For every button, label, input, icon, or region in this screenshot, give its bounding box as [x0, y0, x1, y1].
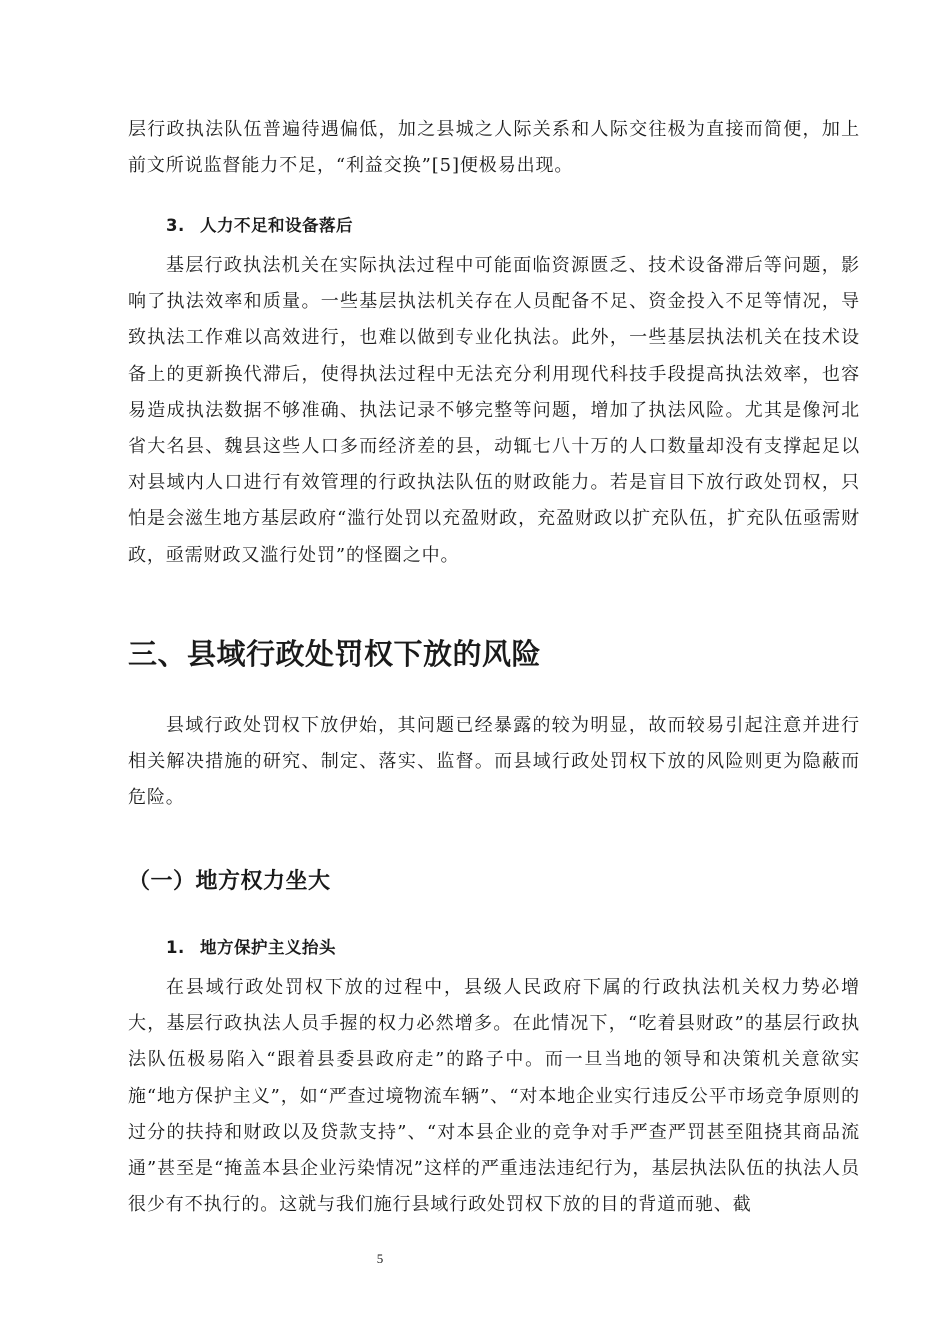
page-number: 5	[376, 1251, 384, 1266]
body-paragraph: 基层行政执法机关在实际执法过程中可能面临资源匮乏、技术设备滞后等问题，影响了执法效率和质量。一些基层执法机关存在人员配备不足、资金投入不足等情况，导致执法工作难以高效进行，也难以做到专业化执法。此外，一些基层执法机关在技术设备上的更新换代滞后，使得执法过程中无法充分利用现代科技手段提高执法效率，也容易造成执法数据不够准确、执法记录不够完整等问题，增加了执法风险。尤其是像河北省大名县、魏县这些人口多而经济差的县，动辄七八十万的人口数量却没有支撑起足以对县域内人口进行有效管理的行政执法队伍的财政能力。若是盲目下放行政处罚权，只怕是会滋生地方基层政府“滥行处罚以充盈财政，充盈财政以扩充队伍，扩充队伍亟需财政，亟需财政又滥行处罚”的怪圈之中。	[128, 255, 860, 566]
body-paragraph: 层行政执法队伍普遍待遇偏低，加之县城之人际关系和人际交往极为直接而简便，加上前文所说监督能力不足，“利益交换”[5]便极易出现。	[128, 119, 860, 177]
numbered-heading	[166, 934, 336, 958]
body-paragraph: 在县域行政处罚权下放的过程中，县级人民政府下属的行政执法机关权力势必增大，基层行政执法人员手握的权力必然增多。在此情况下，“吃着县财政”的基层行政执法队伍极易陷入“跟着县委县政府走”的路子中。而一旦当地的领导和决策机关意欲实施“地方保护主义”，如“严查过境物流车辆”、“对本地企业实行违反公平市场竞争原则的过分的扶持和财政以及贷款支持”、“对本县企业的竞争对手严查严罚甚至阻挠其商品流通”甚至是“掩盖本县企业污染情况”这样的严重违法违纪行为，基层执法队伍的执法人员很少有不执行的。这就与我们施行县域行政处罚权下放的目的背道而驰、截	[128, 977, 860, 1216]
heading-number: 1.	[166, 938, 185, 957]
heading-text: 人力不足和设备落后	[200, 216, 353, 235]
section-heading: 三、县域行政处罚权下放的风险	[128, 637, 542, 671]
numbered-heading	[166, 212, 353, 236]
heading-number: 3.	[166, 216, 185, 235]
heading-text: 地方保护主义抬头	[200, 938, 336, 957]
body-paragraph: 县域行政处罚权下放伊始，其问题已经暴露的较为明显，故而较易引起注意并进行相关解决措施的研究、制定、落实、监督。而县域行政处罚权下放的风险则更为隐蔽而危险。	[128, 715, 860, 809]
subsection-heading: （一）地方权力坐大	[128, 869, 331, 894]
